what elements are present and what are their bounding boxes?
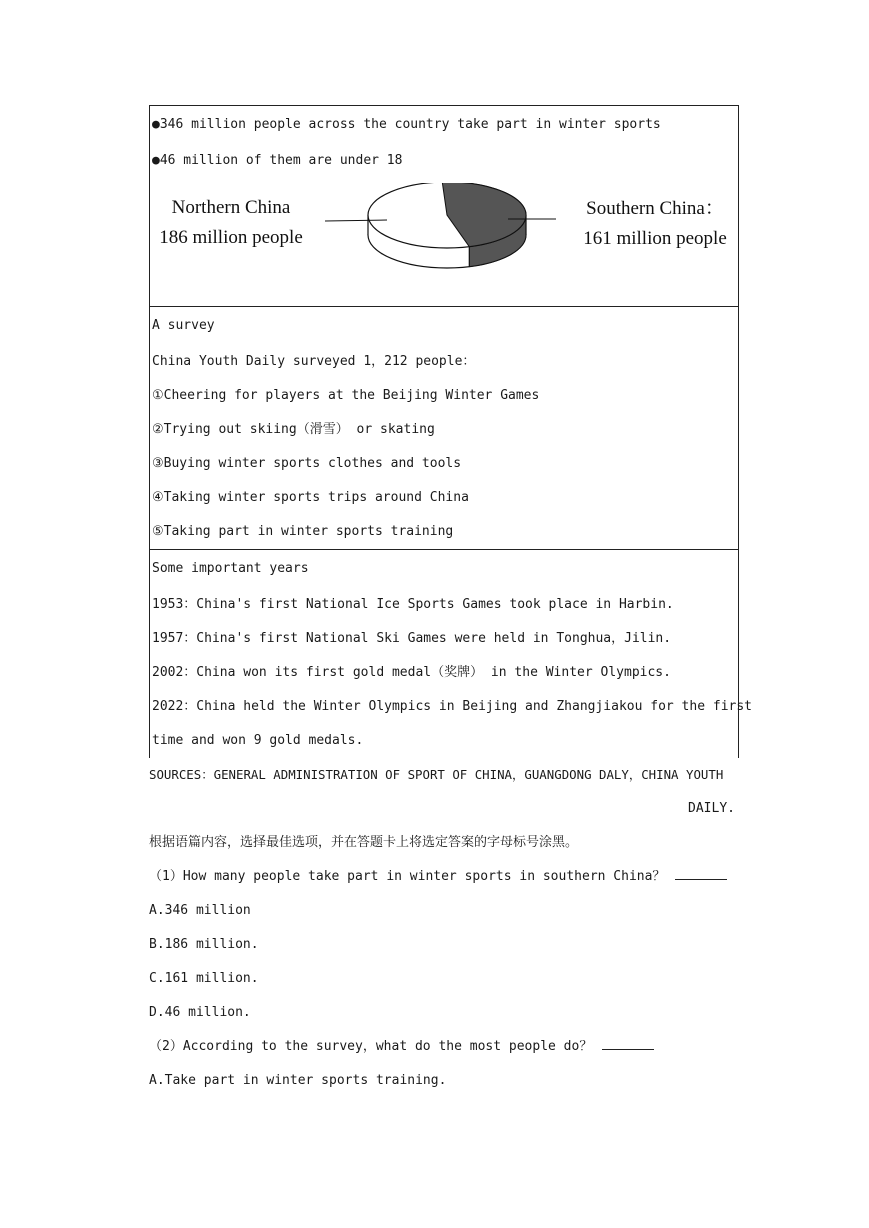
option-a[interactable]: A.Take part in winter sports training.: [149, 1073, 447, 1088]
answer-blank[interactable]: [602, 1033, 654, 1050]
year-item: time and won 9 gold medals.: [152, 733, 364, 748]
year-item: 2022：China held the Winter Olympics in Beijing and Zhangjiakou for the first: [152, 699, 752, 714]
years-heading: Some important years: [152, 561, 309, 576]
question-1: [149, 860, 739, 1030]
document-page: [149, 105, 752, 1098]
pie-graphic: [310, 183, 570, 311]
option-d[interactable]: D.46 million.: [149, 1005, 251, 1020]
survey-item: ③Buying winter sports clothes and tools: [152, 456, 462, 471]
south-label-value: 161 million people: [583, 228, 727, 249]
north-label-value: 186 million people: [159, 227, 303, 248]
question-prompt: [149, 860, 739, 894]
sources-line-1: SOURCES：GENERAL ADMINISTRATION OF SPORT OF CHINA，GUANGDONG DALY，CHINA YOUTH: [149, 767, 724, 782]
survey-item: ⑤Taking part in winter sports training: [152, 524, 454, 539]
answer-blank[interactable]: [675, 863, 727, 880]
survey-heading: A survey: [152, 318, 215, 333]
stats-section: [150, 106, 738, 307]
question-2: [149, 1030, 739, 1098]
stat-line-total: ●346 million people across the country take part in winter sports: [152, 117, 661, 132]
sources: [149, 758, 739, 826]
info-table: [149, 105, 752, 758]
option-a[interactable]: A.346 million: [149, 903, 251, 918]
year-item: 2002：China won its first gold medal（奖牌） in the Winter Olympics.: [152, 665, 671, 680]
question-1-text: （1）How many people take part in winter sports in southern China？: [149, 869, 666, 884]
north-label-name: Northern China: [171, 197, 291, 218]
option-c[interactable]: C.161 million.: [149, 971, 259, 986]
south-label: [570, 194, 740, 254]
pie-chart: [150, 178, 738, 306]
year-item: 1953：China's first National Ice Sports Games took place in Harbin.: [152, 597, 674, 612]
south-label-name: Southern China：: [586, 198, 724, 219]
instruction: 根据语篇内容，选择最佳选项，并在答题卡上将选定答案的字母标号涂黑。: [149, 835, 579, 850]
years-section: [150, 550, 752, 758]
option-b[interactable]: B.186 million.: [149, 937, 259, 952]
survey-item: ①Cheering for players at the Beijing Winter Games: [152, 388, 540, 403]
survey-item: ④Taking winter sports trips around China: [152, 490, 469, 505]
below-table: [149, 758, 739, 1098]
survey-section: [150, 307, 738, 550]
north-label: [150, 193, 312, 253]
stat-line-under-18: ●46 million of them are under 18: [152, 153, 403, 168]
question-prompt: [149, 1030, 739, 1064]
survey-intro: China Youth Daily surveyed 1，212 people：: [152, 354, 476, 369]
question-2-text: （2）According to the survey，what do the most people do？: [149, 1039, 593, 1054]
survey-item: ②Trying out skiing（滑雪） or skating: [152, 422, 435, 437]
year-item: 1957：China's first National Ski Games were held in Tonghua，Jilin.: [152, 631, 672, 646]
sources-line-2: DAILY.: [688, 801, 735, 816]
